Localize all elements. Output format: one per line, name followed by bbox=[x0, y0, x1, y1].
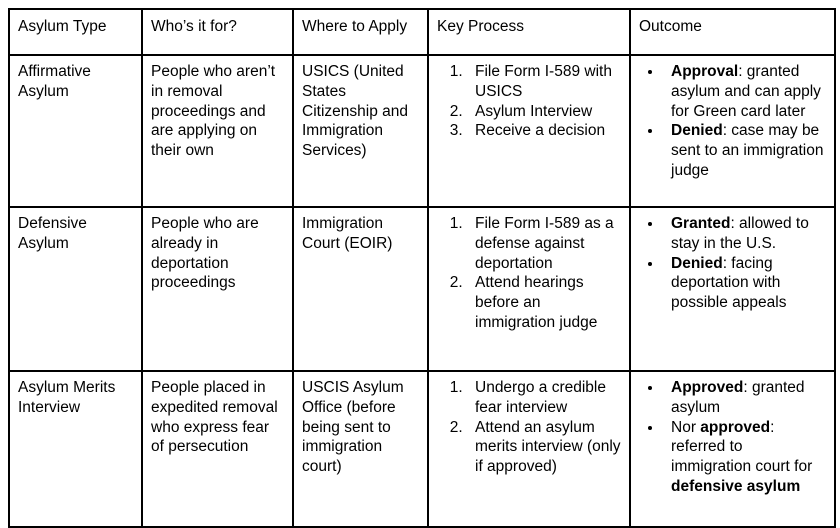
cell-who-its-for bbox=[142, 371, 293, 527]
cell-where-to-apply bbox=[293, 55, 428, 207]
outcome-description: granted asylum and can apply for Green card later bbox=[671, 63, 821, 120]
outcome-separator: : bbox=[738, 63, 743, 80]
key-process-step: 1. File Form I-589 as a defense against deportation bbox=[467, 214, 621, 273]
key-process-list bbox=[437, 214, 621, 333]
cell-who-its-for bbox=[142, 207, 293, 371]
column-header-label: Asylum Type bbox=[18, 18, 107, 35]
cell-key-process bbox=[428, 207, 630, 371]
outcome-description: granted asylum bbox=[671, 379, 805, 416]
column-header-label: Outcome bbox=[639, 18, 702, 35]
cell-where-to-apply bbox=[293, 371, 428, 527]
column-header-label: Who’s it for? bbox=[151, 18, 237, 35]
asylum-type-text: Affirmative Asylum bbox=[18, 63, 91, 100]
column-header-process bbox=[428, 9, 630, 55]
outcome-list bbox=[639, 378, 826, 497]
outcome-item bbox=[663, 62, 826, 121]
cell-key-process bbox=[428, 55, 630, 207]
outcome-description: allowed to stay in the U.S. bbox=[671, 215, 809, 252]
outcome-label: Granted bbox=[671, 215, 731, 232]
column-header-type bbox=[9, 9, 142, 55]
outcome-list bbox=[639, 214, 826, 313]
column-header-label: Key Process bbox=[437, 18, 525, 35]
table-row bbox=[9, 207, 835, 371]
outcome-description: case may be sent to an immigration judge bbox=[671, 122, 824, 180]
outcome-separator: : bbox=[770, 418, 775, 436]
cell-outcome bbox=[630, 371, 835, 527]
outcome-item bbox=[663, 254, 826, 313]
cell-outcome bbox=[630, 207, 835, 371]
outcome-item bbox=[663, 214, 826, 254]
where-to-apply-text: USCIS Asylum Office (before being sent to immigration court) bbox=[302, 379, 404, 476]
key-process-step: 1. File Form I-589 with USICS bbox=[467, 62, 621, 102]
table-row bbox=[9, 55, 835, 207]
cell-key-process bbox=[428, 371, 630, 527]
key-process-step: 2. Attend an asylum merits interview (only if approved) bbox=[467, 418, 621, 477]
column-header-where bbox=[293, 9, 428, 55]
outcome-separator: : bbox=[722, 254, 727, 272]
column-header-outcome bbox=[630, 9, 835, 55]
outcome-prefix: Nor bbox=[671, 418, 701, 436]
outcome-list bbox=[639, 62, 826, 181]
outcome-description: facing deportation with possible appeals bbox=[671, 254, 787, 312]
column-header-who bbox=[142, 9, 293, 55]
key-process-step: 1. Undergo a credible fear interview bbox=[467, 378, 621, 418]
outcome-label: Denied bbox=[671, 254, 723, 272]
asylum-type-text: Defensive Asylum bbox=[18, 215, 87, 252]
outcome-item bbox=[663, 121, 826, 180]
cell-asylum-type bbox=[9, 55, 142, 207]
cell-asylum-type bbox=[9, 207, 142, 371]
outcome-separator: : bbox=[722, 122, 727, 140]
key-process-step: 2. Attend hearings before an immigration judge bbox=[467, 273, 621, 332]
cell-who-its-for bbox=[142, 55, 293, 207]
outcome-label: Approved bbox=[671, 379, 744, 396]
outcome-emphasis: defensive asylum bbox=[671, 478, 801, 496]
who-its-for-text: People who are already in deportation proceedings bbox=[151, 215, 259, 292]
outcome-separator: : bbox=[743, 379, 748, 396]
outcome-label: approved bbox=[700, 418, 771, 436]
who-its-for-text: People who aren’t in removal proceedings and are applying on their own bbox=[151, 63, 276, 160]
where-to-apply-text: USICS (United States Citizenship and Immigration Services) bbox=[302, 63, 408, 160]
column-header-label: Where to Apply bbox=[302, 18, 408, 35]
key-process-step: 3. Receive a decision bbox=[467, 121, 621, 141]
outcome-item bbox=[663, 418, 826, 497]
key-process-step: 2. Asylum Interview bbox=[467, 102, 621, 122]
who-its-for-text: People placed in expedited removal who express fear of persecution bbox=[151, 379, 278, 456]
table-row bbox=[9, 371, 835, 527]
cell-outcome bbox=[630, 55, 835, 207]
cell-where-to-apply bbox=[293, 207, 428, 371]
outcome-label: Approval bbox=[671, 63, 739, 80]
asylum-comparison-table bbox=[8, 8, 836, 528]
key-process-list bbox=[437, 62, 621, 141]
table-header-row bbox=[9, 9, 835, 55]
outcome-description: referred to immigration court for bbox=[671, 438, 813, 476]
key-process-list bbox=[437, 378, 621, 477]
cell-asylum-type bbox=[9, 371, 142, 527]
outcome-label: Denied bbox=[671, 122, 723, 140]
where-to-apply-text: Immigration Court (EOIR) bbox=[302, 215, 393, 252]
asylum-type-text: Asylum Merits Interview bbox=[18, 379, 116, 416]
outcome-item bbox=[663, 378, 826, 418]
outcome-separator: : bbox=[730, 215, 735, 232]
